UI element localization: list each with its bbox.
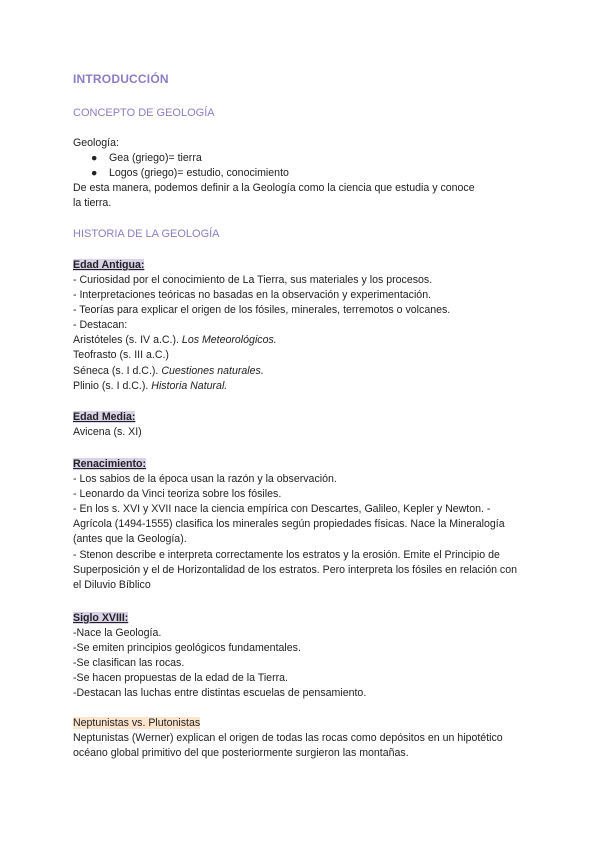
author-line: Aristóteles (s. IV a.C.). Los Meteorológicos. bbox=[73, 334, 277, 346]
paragraph: - En los s. XVI y XVII nace la ciencia empírica con Descartes, Galileo, Kepler y Newton. - Agrícola (1494-1555) clasifica los minerales según propiedades físicas. Nace la Mineralogía (antes que la Geología). bbox=[73, 503, 505, 545]
author-line: Plinio (s. I d.C.). Historia Natural. bbox=[73, 380, 228, 392]
section-neptunistas: Neptunistas vs. Plutonistas bbox=[73, 717, 201, 729]
concepto-intro: Geología: bbox=[73, 137, 119, 149]
paragraph: - Stenon describe e interpreta correctamente los estratos y la erosión. Emite el Principio de Superposición y el de Horizontalidad de los estratos. Pero interpreta los fósiles en relación con el Diluvio Bíblico bbox=[73, 549, 518, 591]
concepto-definition: De esta manera, podemos definir a la Geología como la ciencia que estudia y conoce la tierra. bbox=[73, 182, 475, 209]
section-renacimiento: Renacimiento: bbox=[73, 458, 146, 470]
section-edad-antigua: Edad Antigua: bbox=[73, 259, 145, 271]
author-line: Teofrasto (s. III a.C.) bbox=[73, 349, 169, 361]
text-line: - Leonardo da Vinci teoriza sobre los fósiles. bbox=[73, 488, 282, 500]
section-edad-media: Edad Media: bbox=[73, 411, 136, 423]
list-item: ● Logos (griego)= estudio, conocimiento bbox=[91, 167, 289, 179]
text-line: -Se emiten principios geológicos fundamentales. bbox=[73, 642, 301, 654]
text-line: - Los sabios de la época usan la razón y la observación. bbox=[73, 473, 337, 485]
text-line: -Nace la Geología. bbox=[73, 627, 162, 639]
text-line: -Se hacen propuestas de la edad de la Tierra. bbox=[73, 672, 288, 684]
list-item: ● Gea (griego)= tierra bbox=[91, 152, 202, 164]
paragraph: Neptunistas (Werner) explican el origen de todas las rocas como depósitos en un hipotético océano global primitivo del que posteriormente surgieron las montañas. bbox=[73, 732, 503, 759]
text-line: - Curiosidad por el conocimiento de La Tierra, sus materiales y los procesos. bbox=[73, 274, 433, 286]
text-line: -Destacan las luchas entre distintas escuelas de pensamiento. bbox=[73, 687, 367, 699]
section-siglo-xviii: Siglo XVIII: bbox=[73, 612, 129, 624]
text-line: Avicena (s. XI) bbox=[73, 426, 142, 438]
heading-historia: HISTORIA DE LA GEOLOGÍA bbox=[73, 228, 220, 240]
text-line: - Destacan: bbox=[73, 319, 128, 331]
page-title: INTRODUCCIÓN bbox=[73, 72, 169, 86]
heading-concepto: CONCEPTO DE GEOLOGÍA bbox=[73, 107, 215, 119]
author-line: Séneca (s. I d.C.). Cuestiones naturales. bbox=[73, 365, 264, 377]
text-line: - Interpretaciones teóricas no basadas en la observación y experimentación. bbox=[73, 289, 432, 301]
text-line: - Teorías para explicar el origen de los fósiles, minerales, terremotos o volcanes. bbox=[73, 304, 451, 316]
text-line: -Se clasifican las rocas. bbox=[73, 657, 185, 669]
